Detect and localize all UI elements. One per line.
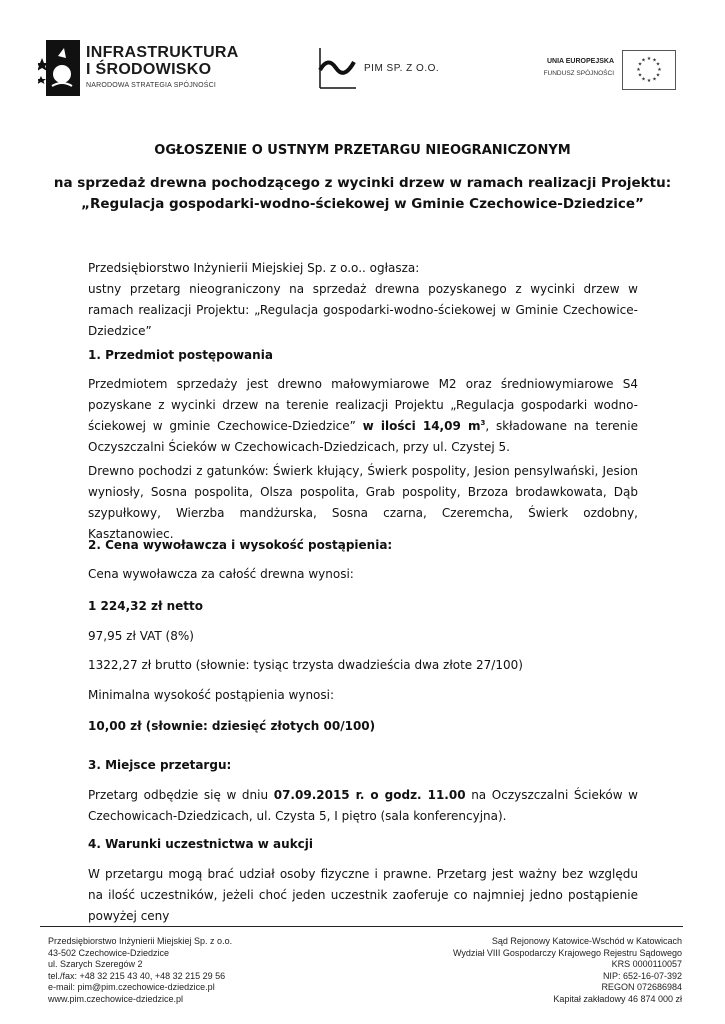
svg-text:★: ★ [636, 67, 641, 73]
price-vat: 97,95 zł VAT (8%) [88, 629, 194, 643]
footer-divider [40, 926, 683, 927]
section-4-heading: 4. Warunki uczestnictwa w aukcji [88, 837, 314, 851]
footer-right-line: KRS 0000110057 [611, 959, 682, 969]
section-1-heading: 1. Przedmiot postępowania [88, 348, 273, 362]
footer-left-line: 43-502 Czechowice-Dziedzice [48, 947, 170, 958]
svg-text:★: ★ [646, 78, 652, 84]
s1-quantity: w ilości 14,09 $m^3$ [362, 419, 486, 433]
footer-right-line: NIP: 652-16-07-392 [602, 970, 682, 981]
eu-logo-line-2: FUNDUSZ SPÓJNOŚCI [543, 70, 614, 77]
footer-email[interactable]: e-mail: pim@pim.czechowice-dziedzice.pl [48, 982, 215, 992]
eu-flag-icon [622, 50, 676, 90]
eu-logo [530, 50, 680, 92]
svg-text:★: ★ [641, 57, 646, 64]
svg-text:★: ★ [646, 56, 652, 62]
section-1-paragraph-2: Drewno pochodzi z gatunków: Świerk kłujący, Świerk pospolity, Jesion pensylwański, Jesion wyniosły, Sosna pospolita, Olsza pospolita, Grab pospolity, Brzoza brodawkowata, Dąb szypułkowy, Wierzba mandżurska, Sosna czarna, Czeremcha, Świerk ozdobny, Kasztanowiec. [88, 464, 638, 541]
svg-text:★: ★ [652, 76, 657, 83]
intro-line-2: ustny przetarg nieograniczony na sprzedaż drewna pozyskanego z wycinki drzew w ramach realizacji Projektu: „Regulacja gospodarki-wodno-ściekowej w Gminie Czechowice-Dziedzice” [88, 282, 638, 338]
page-header [0, 0, 725, 120]
section-2-heading: 2. Cena wywoławcza i wysokość postąpienia: [88, 538, 393, 552]
footer-registry-info [453, 936, 682, 1005]
pim-wave-icon [316, 46, 360, 90]
auction-date: 07.09.2015 r. o godz. 11.00 [273, 788, 466, 802]
announcement-subtitle-1: na sprzedaż drewna pochodzącego z wycinki drzew w ramach realizacji Projektu: [53, 175, 672, 191]
pim-logo-text: PIM SP. Z O.O. [364, 63, 440, 74]
infrastruktura-emblem-icon [38, 40, 80, 96]
svg-text:★: ★ [637, 72, 643, 79]
intro-line-1: Przedsiębiorstwo Inżynierii Miejskiej Sp. z o.o.. ogłasza: [88, 261, 420, 275]
price-net: 1 224,32 zł netto [88, 599, 204, 613]
announcement-title: OGŁOSZENIE O USTNYM PRZETARGU NIEOGRANICZONYM [154, 143, 571, 158]
min-increment-label: Minimalna wysokość postąpienia wynosi: [88, 688, 335, 702]
pim-logo [316, 46, 466, 90]
section-3-paragraph: Przetarg odbędzie się w dniu 07.09.2015 r. o godz. 11.00 na Oczyszczalni Ścieków w Czechowicach-Dziedzicach, ul. Czysta 5, I piętro (sala konferencyjna). [88, 788, 638, 823]
footer-left-line: Przedsiębiorstwo Inżynierii Miejskiej Sp. z o.o. [48, 936, 233, 946]
svg-text:★: ★ [655, 72, 661, 79]
svg-text:★: ★ [652, 57, 657, 64]
s1-text-b: , składowane na terenie Oczyszczalni Ścieków w Czechowicach-Dziedzicach, przy ul. Czystej 5. [88, 419, 639, 454]
footer-right-line: Kapitał zakładowy 46 874 000 zł [553, 993, 682, 1004]
footer-left-line: tel./fax: +48 32 215 43 40, +48 32 215 29 56 [48, 970, 226, 981]
svg-text:★: ★ [641, 76, 646, 83]
footer-right-line: Wydział VIII Gospodarczy Krajowego Rejestru Sądowego [452, 947, 682, 958]
starting-price-label: Cena wywoławcza za całość drewna wynosi: [88, 567, 354, 581]
footer-website-link[interactable]: www.pim.czechowice-dziedzice.pl [48, 993, 184, 1004]
footer-right-line: REGON 072686984 [601, 982, 682, 992]
section-1-paragraph-1 [88, 374, 638, 458]
footer-company-info [48, 936, 232, 1005]
footer-left-line: ul. Szarych Szeregów 2 [48, 959, 143, 969]
logo-line-3: NARODOWA STRATEGIA SPÓJNOŚCI [86, 82, 217, 89]
section-4-paragraph: W przetargu mogą brać udział osoby fizyczne i prawne. Przetarg jest ważny bez względu na ilość uczestników, jeżeli choć jeden uczestnik zaoferuje co najmniej jedno postąpienie powyżej ceny [88, 867, 638, 923]
section-3-heading: 3. Miejsce przetargu: [88, 758, 232, 772]
svg-text:★: ★ [655, 61, 661, 68]
price-gross: 1322,27 zł brutto (słownie: tysiąc trzysta dwadzieścia dwa złote 27/100) [88, 658, 523, 672]
infrastruktura-logo [38, 40, 238, 102]
logo-line-2: I ŚRODOWISKO [86, 61, 212, 78]
logo-line-1: INFRASTRUKTURA [86, 44, 239, 61]
svg-text:★: ★ [637, 61, 643, 68]
eu-logo-line-1: UNIA EUROPEJSKA [546, 58, 614, 65]
s1-text-a: Przedmiotem sprzedaży jest drewno małowymiarowe M2 oraz średniowymiarowe S4 pozyskane z wycinki drzew na terenie realizacji Projektu „Regulacja gospodarki wodno-ściekowej w gminie Czechowice-Dziedzice” [88, 377, 638, 433]
footer-right-line: Sąd Rejonowy Katowice-Wschód w Katowicach [491, 936, 682, 946]
svg-text:★: ★ [657, 67, 662, 73]
announcement-subtitle-2: „Regulacja gospodarki-wodno-ściekowej w Gminie Czechowice-Dziedzice” [81, 196, 644, 212]
min-increment-value: 10,00 zł (słownie: dziesięć złotych 00/100) [88, 719, 376, 733]
